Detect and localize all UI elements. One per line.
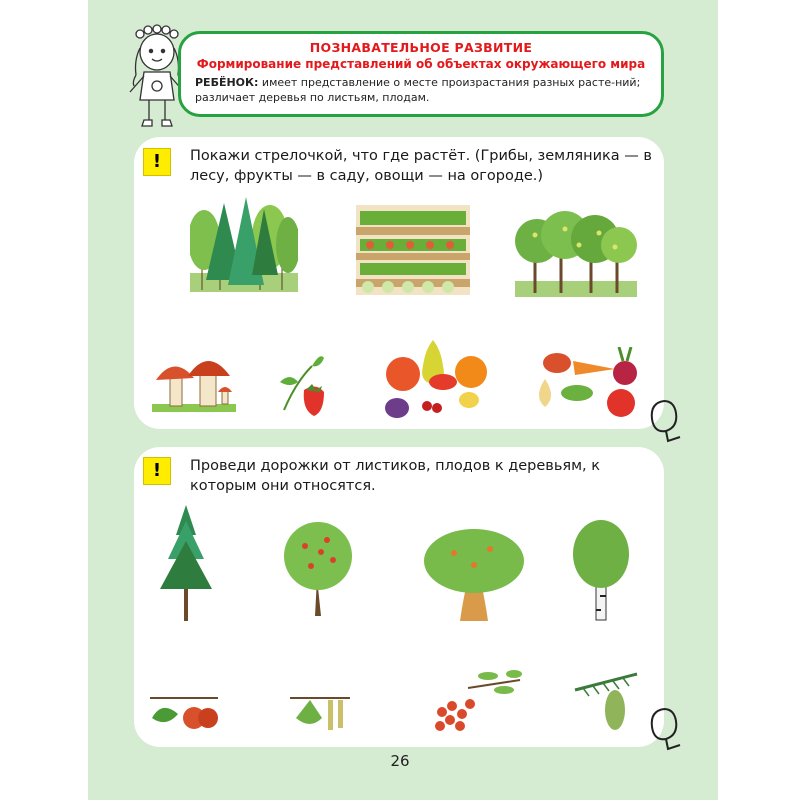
birch-tree-icon — [570, 520, 632, 622]
oak-leaf-acorn-icon — [148, 690, 220, 732]
vegetable-garden-icon — [356, 205, 470, 295]
task-1-mark: ! — [143, 148, 171, 176]
birch-leaf-catkin-icon — [290, 690, 352, 732]
rowan-berries-icon — [428, 668, 524, 734]
forest-icon — [190, 195, 298, 292]
fruits-icon — [383, 336, 493, 421]
spruce-cone-icon — [573, 660, 639, 732]
task-2-text: Проведи дорожки от листиков, плодов к деревьям, к которым они относятся. — [190, 458, 601, 494]
oak-tree-icon — [420, 525, 528, 623]
section-subtitle: Формирование представлений об объектах окружающего мира — [196, 57, 646, 71]
mushrooms-icon — [148, 350, 240, 412]
rowan-tree-icon — [277, 518, 359, 618]
header-box — [178, 31, 664, 117]
page-number: 26 — [390, 752, 410, 770]
learning-goal — [195, 75, 651, 105]
task-2-mark: ! — [143, 457, 171, 485]
vegetables-icon — [527, 347, 642, 419]
q-swirl-icon — [648, 705, 682, 751]
strawberry-icon — [276, 352, 334, 418]
task-1-text: Покажи стрелочкой, что где растёт. (Грибы, земляника — в лесу, фрукты — в саду, овощи — на огороде.) — [190, 148, 652, 184]
child-text: имеет представление о месте произрастания разных расте-ний; различает деревья по листьям, плодам. — [195, 76, 641, 104]
spruce-tree-icon — [156, 505, 216, 623]
orchard-icon — [515, 205, 637, 297]
section-title: ПОЗНАВАТЕЛЬНОЕ РАЗВИТИЕ — [309, 40, 533, 55]
child-label: РЕБЁНОК: — [195, 76, 259, 89]
q-swirl-icon — [648, 397, 682, 443]
